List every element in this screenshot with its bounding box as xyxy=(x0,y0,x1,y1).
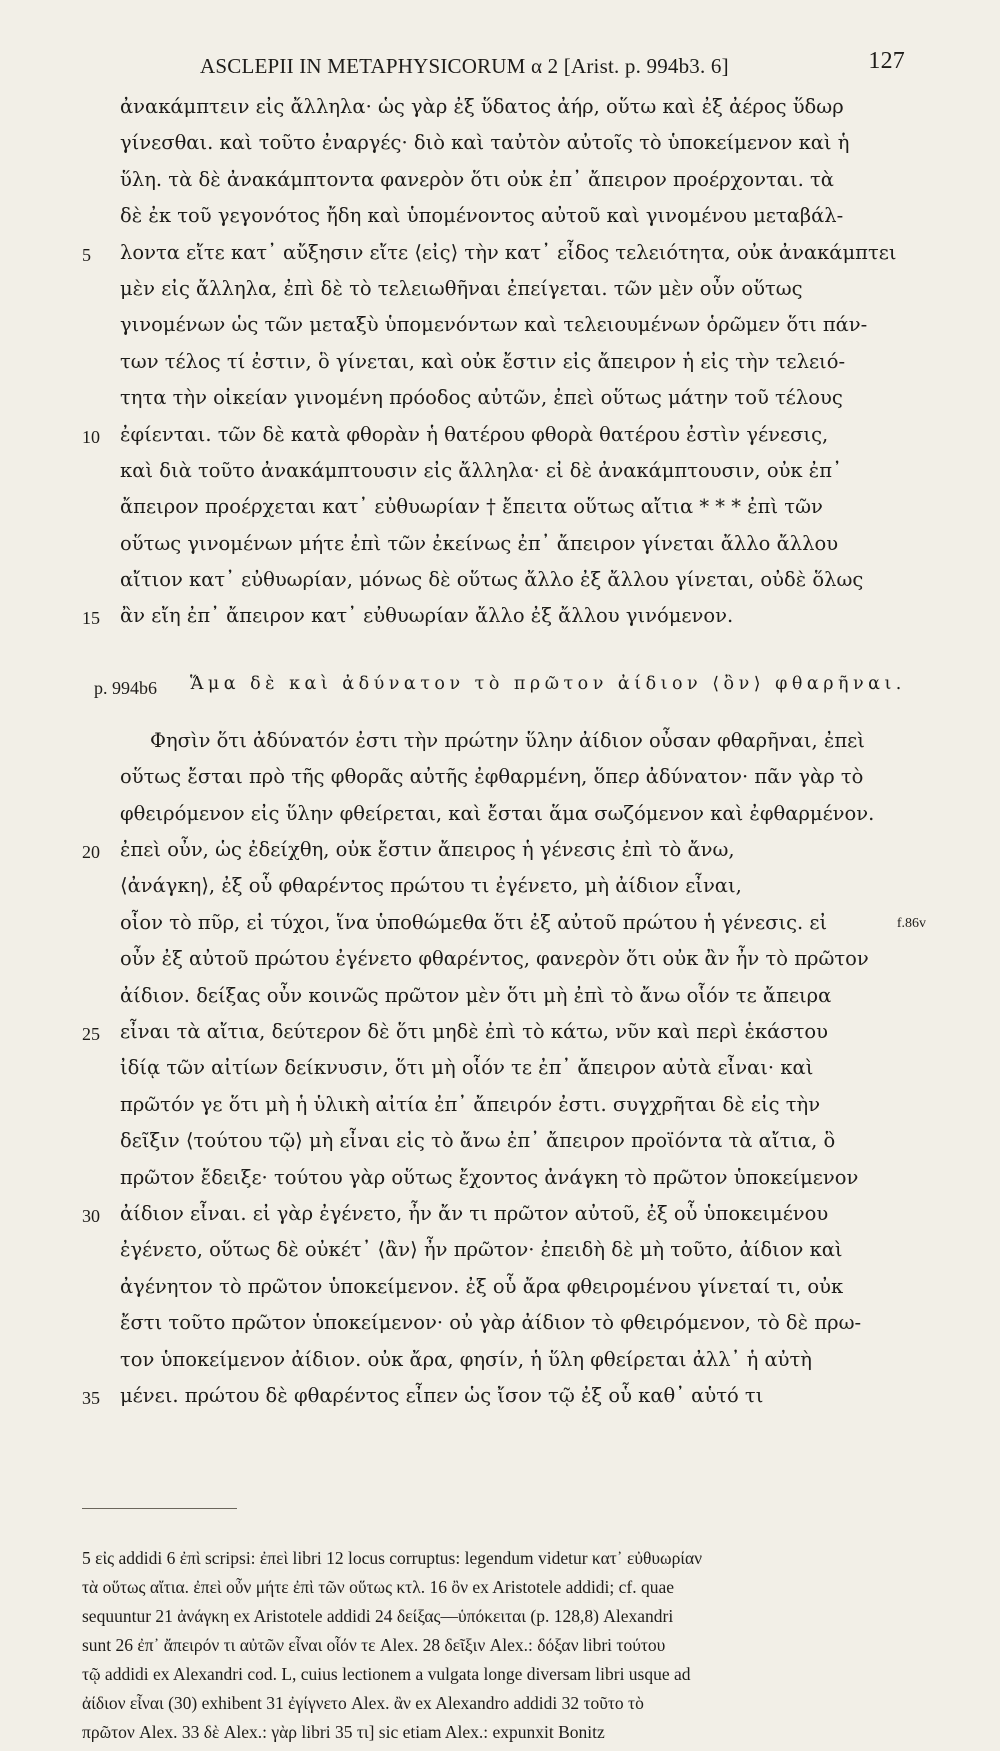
line-number: 10 xyxy=(82,426,100,447)
line-text: αἴτιον κατ᾽ εὐθυωρίαν, μόνως δὲ οὕτως ἄλλο ἐξ ἄλλου γίνεται, οὐδὲ ὅλως xyxy=(120,568,864,592)
line-text: τον ὑποκείμενον ἀίδιον. οὐκ ἄρα, φησίν, ἡ ὕλη φθείρεται ἀλλ᾽ ἡ αὐτὴ xyxy=(120,1347,812,1371)
text-line xyxy=(82,165,912,201)
text-line xyxy=(82,492,912,528)
text-line xyxy=(82,1163,912,1199)
line-number: 35 xyxy=(82,1387,100,1408)
text-line xyxy=(82,1272,912,1308)
lemma xyxy=(82,660,912,726)
line-text: μένει. πρώτου δὲ φθαρέντος εἶπεν ὡς ἴσον τῷ ἐξ οὗ καθ᾽ αὑτό τι xyxy=(120,1383,764,1407)
line-text: τητα τὴν οἰκείαν γινομένη πρόοδος αὐτῶν, ἐπεὶ οὕτως μάτην τοῦ τέλους xyxy=(120,386,843,410)
line-text: δεῖξιν ⟨τούτου τῷ⟩ μὴ εἶναι εἰς τὸ ἄνω ἐπ᾽ ἄπειρον προϊόντα τὰ αἴτια, ὃ xyxy=(120,1129,836,1153)
line-text: οὕτως ἔσται πρὸ τῆς φθορᾶς αὐτῆς ἐφθαρμένη, ὅπερ ἀδύνατον· πᾶν γὰρ τὸ xyxy=(120,765,864,789)
footnote-line: πρῶτον Alex. 33 δὲ Alex.: γὰρ libri 35 τι] sic etiam Alex.: expunxit Bonitz xyxy=(82,1722,605,1742)
line-text: ἐφίενται. τῶν δὲ κατὰ φθορὰν ἡ θατέρου φθορὰ θατέρου ἐστὶν γένεσις, xyxy=(120,422,829,446)
lemma-reference: p. 994b6 xyxy=(94,677,157,698)
text-line xyxy=(82,1090,912,1126)
line-number: 5 xyxy=(82,244,91,265)
running-title: ASCLEPII IN METAPHYSICORUM α 2 [Arist. p. 994b3. 6] xyxy=(200,54,729,78)
text-line xyxy=(82,871,912,907)
text-line xyxy=(82,383,912,419)
text-line xyxy=(82,565,912,601)
line-text: οὖν ἐξ αὐτοῦ πρώτου ἐγένετο φθαρέντος, φανερὸν ὅτι οὐκ ἂν ἦν τὸ πρῶτον xyxy=(120,947,869,971)
page-number: 127 xyxy=(868,48,905,74)
line-text: μὲν εἰς ἄλληλα, ἐπὶ δὲ τὸ τελειωθῆναι ἐπείγεται. τῶν μὲν οὖν οὕτως xyxy=(120,276,803,300)
line-text: ἂν εἴη ἐπ᾽ ἄπειρον κατ᾽ εὐθυωρίαν ἄλλο ἐξ ἄλλου γινόμενον. xyxy=(120,604,734,628)
text-block-1 xyxy=(82,92,912,638)
line-text: λοντα εἴτε κατ᾽ αὔξησιν εἴτε ⟨εἰς⟩ τὴν κατ᾽ εἶδος τελειότητα, οὐκ ἀνακάμπτει xyxy=(120,240,897,264)
text-line xyxy=(82,92,912,128)
line-text: φθειρόμενον εἰς ὕλην φθείρεται, καὶ ἔσται ἅμα σωζόμενον καὶ ἐφθαρμένον. xyxy=(120,801,875,825)
folio-marginal-note: f.86v xyxy=(896,915,926,931)
text-line xyxy=(82,310,912,346)
line-number: 25 xyxy=(82,1023,100,1044)
text-line xyxy=(82,1308,912,1344)
text-line xyxy=(82,601,912,637)
text-line xyxy=(82,908,926,944)
line-text: πρῶτόν γε ὅτι μὴ ἡ ὑλικὴ αἰτία ἐπ᾽ ἄπειρόν ἐστι. συγχρῆται δὲ εἰς τὴν xyxy=(120,1092,821,1116)
text-line xyxy=(82,1235,912,1271)
text-line xyxy=(82,128,912,164)
text-line xyxy=(82,529,912,565)
line-text: εἶναι τὰ αἴτια, δεύτερον δὲ ὅτι μηδὲ ἐπὶ τὸ κάτω, νῦν καὶ περὶ ἑκάστου xyxy=(120,1019,828,1043)
text-line xyxy=(82,238,912,274)
footnote-line: τὰ οὕτως αἴτια. ἐπεὶ οὖν μήτε ἐπὶ τῶν οὕτως κτλ. 16 ὂν ex Aristotele addidi; cf. quae xyxy=(82,1577,675,1597)
line-text: πρῶτον ἔδειξε· τούτου γὰρ οὕτως ἔχοντος ἀνάγκη τὸ πρῶτον ὑποκείμενον xyxy=(120,1165,859,1189)
text-line xyxy=(82,799,912,835)
footnote-line: sunt 26 ἐπ᾽ ἄπειρόν τι αὐτῶν εἶναι οἷόν τε Alex. 28 δεῖξιν Alex.: δόξαν libri τούτου xyxy=(82,1635,666,1655)
line-text: γινομένων ὡς τῶν μεταξὺ ὑπομενόντων καὶ τελειουμένων ὁρῶμεν ὅτι πάν- xyxy=(120,313,868,337)
line-text: ἄπειρον προέρχεται κατ᾽ εὐθυωρίαν † ἔπειτα οὕτως αἴτια * * * ἐπὶ τῶν xyxy=(120,495,823,519)
text-line xyxy=(82,1345,912,1381)
line-text: ἀγένητον τὸ πρῶτον ὑποκείμενον. ἐξ οὗ ἄρα φθειρομένου γίνεταί τι, οὐκ xyxy=(120,1274,844,1298)
text-line xyxy=(82,835,912,871)
line-text: ἀνακάμπτειν εἰς ἄλληλα· ὡς γὰρ ἐξ ὕδατος ἀήρ, οὕτω καὶ ἐξ ἀέρος ὕδωρ xyxy=(120,95,844,118)
footnote-divider xyxy=(82,1508,237,1509)
line-number: 20 xyxy=(82,842,100,863)
line-text: γίνεσθαι. καὶ τοῦτο ἐναργές· διὸ καὶ ταὐτὸν αὐτοῖς τὸ ὑποκείμενον καὶ ἡ xyxy=(120,131,850,155)
footnote-line: ἀίδιον εἶναι (30) exhibent 31 ἐγίγνετο Alex. ἂν ex Alexandro addidi 32 τοῦτο τὸ xyxy=(82,1693,644,1713)
text-line xyxy=(82,1053,912,1089)
text-line xyxy=(82,762,912,798)
line-number: 15 xyxy=(82,608,100,629)
footnote-line: sequuntur 21 ἀνάγκη ex Aristotele addidi 24 δείξας—ὑπόκειται (p. 128,8) Alexandri xyxy=(82,1606,674,1626)
text-line xyxy=(82,1381,912,1417)
line-number: 30 xyxy=(82,1205,100,1226)
line-text: καὶ διὰ τοῦτο ἀνακάμπτουσιν εἰς ἄλληλα· εἰ δὲ ἀνακάμπτουσιν, οὐκ ἐπ᾽ xyxy=(120,458,842,482)
text-line xyxy=(82,1199,912,1235)
line-text: δὲ ἐκ τοῦ γεγονότος ἤδη καὶ ὑπομένοντος αὐτοῦ καὶ γινομένου μεταβάλ- xyxy=(120,204,844,228)
line-text: ⟨ἀνάγκη⟩, ἐξ οὗ φθαρέντος πρώτου τι ἐγένετο, μὴ ἀίδιον εἶναι, xyxy=(120,874,742,898)
text-block-2 xyxy=(82,726,926,1417)
page-header xyxy=(190,48,905,88)
line-text: ὕλη. τὰ δὲ ἀνακάμπτοντα φανερὸν ὅτι οὐκ ἐπ᾽ ἄπειρον προέρχονται. τὰ xyxy=(120,167,834,191)
line-text: οἷον τὸ πῦρ, εἰ τύχοι, ἵνα ὑποθώμεθα ὅτι ἐξ αὐτοῦ πρώτου ἡ γένεσις. εἰ xyxy=(120,910,828,934)
line-text: ἐπεὶ οὖν, ὡς ἐδείχθη, οὐκ ἔστιν ἄπειρος ἡ γένεσις ἐπὶ τὸ ἄνω, xyxy=(120,838,735,862)
line-text: οὕτως γινομένων μήτε ἐπὶ τῶν ἐκείνως ἐπ᾽ ἄπειρον γίνεται ἄλλο ἄλλου xyxy=(120,531,839,555)
main-text xyxy=(82,92,926,1417)
text-line xyxy=(82,347,912,383)
footnote-line: τῷ addidi ex Alexandri cod. L, cuius lectionem a vulgata longe diversam libri usque ad xyxy=(82,1664,691,1684)
text-line xyxy=(82,420,912,456)
text-line xyxy=(82,1017,912,1053)
text-line xyxy=(82,1126,912,1162)
text-line xyxy=(82,981,912,1017)
line-text: ἀίδιον. δείξας οὖν κοινῶς πρῶτον μὲν ὅτι μὴ ἐπὶ τὸ ἄνω οἷόν τε ἄπειρα xyxy=(120,983,832,1007)
apparatus-criticus xyxy=(82,1548,912,1751)
line-text: ἔστι τοῦτο πρῶτον ὑποκείμενον· οὐ γὰρ ἀίδιον τὸ φθειρόμενον, τὸ δὲ πρω- xyxy=(120,1311,862,1335)
line-text: ἰδίᾳ τῶν αἰτίων δείκνυσιν, ὅτι μὴ οἷόν τε ἐπ᾽ ἄπειρον αὐτὰ εἶναι· καὶ xyxy=(120,1056,814,1080)
text-line xyxy=(82,274,912,310)
line-text: ἐγένετο, οὕτως δὲ οὐκέτ᾽ ⟨ἂν⟩ ἦν πρῶτον· ἐπειδὴ δὲ μὴ τοῦτο, ἀίδιον καὶ xyxy=(120,1238,843,1262)
text-line xyxy=(82,726,912,762)
text-line xyxy=(82,201,912,237)
footnote-line: 5 εἰς addidi 6 ἐπὶ scripsi: ἐπεὶ libri 12 locus corruptus: legendum videtur κατ᾽ εὐθυωρίαν xyxy=(82,1548,703,1568)
line-text: των τέλος τί ἐστιν, ὃ γίνεται, καὶ οὐκ ἔστιν εἰς ἄπειρον ἡ εἰς τὴν τελειό- xyxy=(120,349,846,373)
lemma-text: Ἅμα δὲ καὶ ἀδύνατον τὸ πρῶτον ἀίδιον ⟨ὂν⟩ φθαρῆναι. xyxy=(190,673,906,694)
line-text: ἀίδιον εἶναι. εἰ γὰρ ἐγένετο, ἦν ἄν τι πρῶτον αὐτοῦ, ἐξ οὗ ὑποκειμένου xyxy=(120,1201,829,1225)
line-text: Φησὶν ὅτι ἀδύνατόν ἐστι τὴν πρώτην ὕλην ἀίδιον οὖσαν φθαρῆναι, ἐπεὶ xyxy=(150,728,865,752)
text-line xyxy=(82,944,912,980)
text-line xyxy=(82,456,912,492)
